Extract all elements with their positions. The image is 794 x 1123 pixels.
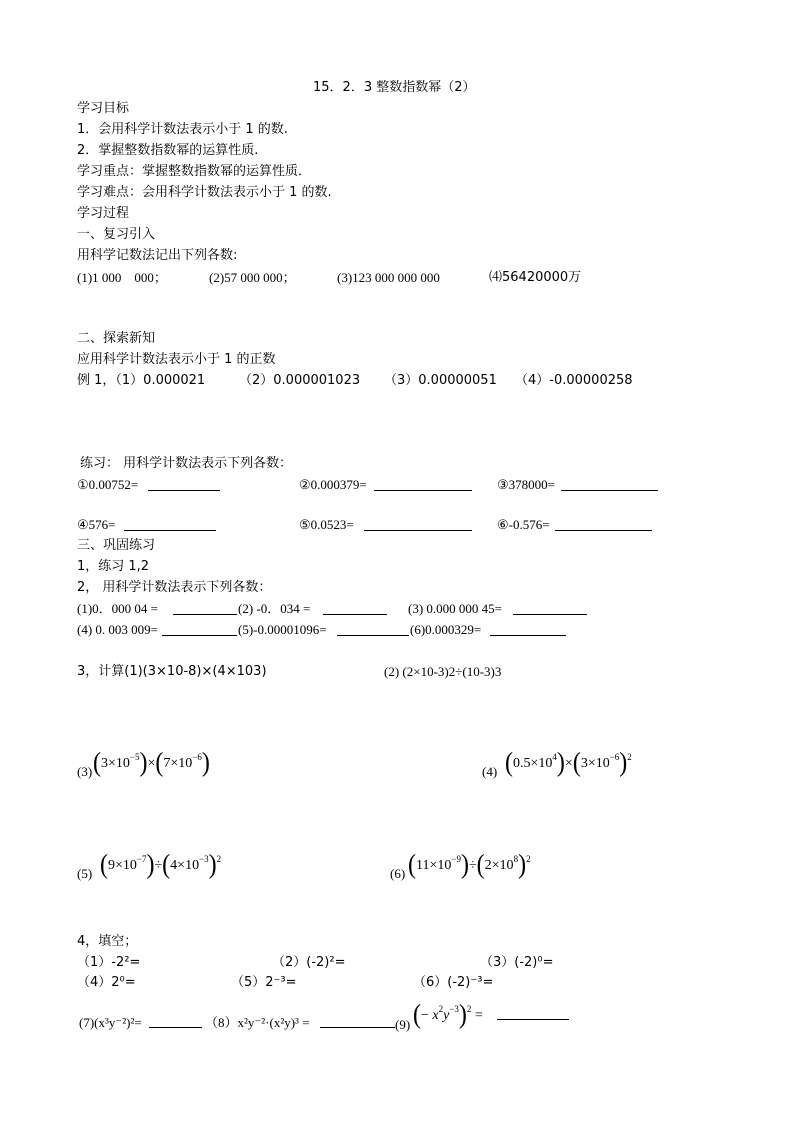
fill-item-1: （1）-2²= xyxy=(77,955,141,970)
q3-item-2: (2) (2×10-3)2÷(10-3)3 xyxy=(384,664,502,679)
explore-prompt: 应用科学计数法表示小于 1 的正数 xyxy=(77,352,276,367)
review-item-3: (3)123 000 000 000 xyxy=(337,270,440,285)
fill-item-6: （6）(-2)⁻³= xyxy=(413,975,494,990)
q2-item-3: (3) 0.000 000 45= xyxy=(408,601,502,616)
practice-prompt: 练习： 用科学计数法表示下列各数： xyxy=(80,456,293,471)
answer-blank[interactable] xyxy=(497,1019,569,1020)
answer-blank[interactable] xyxy=(364,530,472,531)
fill-item-4: （4）2⁰= xyxy=(77,975,136,990)
q3-expression-4: $(0.5\times 10^4)\times(3\times 10^{-6})^2$ xyxy=(505,747,632,778)
fill-item-9-label: (9) xyxy=(395,1017,411,1032)
q3-label-5: (5) xyxy=(77,866,93,881)
review-item-2: (2)57 000 000； xyxy=(209,270,296,285)
answer-blank[interactable] xyxy=(162,635,237,636)
q3-label-3: (3) xyxy=(77,764,93,779)
objective-1: 1．会用科学计数法表示小于 1 的数. xyxy=(77,122,288,137)
review-prompt: 用科学记数法记出下列各数: xyxy=(77,248,238,263)
q3-item-1: 3，计算(1)(3×10-8)×(4×103) xyxy=(77,664,267,679)
answer-blank[interactable] xyxy=(173,614,237,615)
answer-blank[interactable] xyxy=(337,635,409,636)
process-heading: 学习过程 xyxy=(77,206,130,221)
answer-blank[interactable] xyxy=(320,1027,395,1028)
q3-expression-6: $(11\times 10^{-9})\div(2\times 10^8)^2$ xyxy=(408,849,531,880)
answer-blank[interactable] xyxy=(555,530,652,531)
answer-blank[interactable] xyxy=(323,614,387,615)
answer-blank[interactable] xyxy=(148,490,220,491)
consolidate-q1: 1，练习 1,2 xyxy=(77,559,150,574)
practice-item-1: ①0.00752= xyxy=(77,477,139,492)
difficulty: 学习难点：会用科学计数法表示小于 1 的数. xyxy=(77,185,332,200)
fill-item-7: (7)(x³y⁻²)²= xyxy=(79,1015,142,1030)
answer-blank[interactable] xyxy=(374,490,472,491)
fill-item-3: （3）(-2)⁰= xyxy=(480,955,554,970)
fill-item-5: （5）2⁻³= xyxy=(231,975,297,990)
consolidate-q2-prompt: 2， 用科学计数法表示下列各数： xyxy=(77,580,272,595)
q3-label-4: (4) xyxy=(482,764,498,779)
objectives-heading: 学习目标 xyxy=(77,101,130,116)
page-title: 15．2．3 整数指数幂（2） xyxy=(313,80,476,95)
example-3: （3）0.00000051 xyxy=(384,373,497,388)
example-2: （2）0.000001023 xyxy=(239,373,361,388)
fill-item-8: （8）x²y⁻²·(x²y)³ = xyxy=(205,1015,310,1030)
example-4: （4）-0.00000258 xyxy=(515,373,633,388)
q3-label-6: (6) xyxy=(390,866,406,881)
objective-2: 2．掌握整数指数幂的运算性质. xyxy=(77,143,259,158)
practice-item-4: ④576= xyxy=(77,517,116,532)
practice-item-2: ②0.000379= xyxy=(299,477,367,492)
answer-blank[interactable] xyxy=(513,614,587,615)
q2-item-2: (2) -0．034 = xyxy=(238,601,311,616)
q3-expression-5: $(9\times 10^{-7})\div(4\times 10^{-3})^2$ xyxy=(100,849,222,880)
answer-blank[interactable] xyxy=(490,635,566,636)
explore-heading: 二、探索新知 xyxy=(77,331,156,346)
practice-item-5: ⑤0.0523= xyxy=(299,517,354,532)
consolidate-heading: 三、巩固练习 xyxy=(77,538,156,553)
answer-blank[interactable] xyxy=(149,1027,202,1028)
q2-item-4: (4) 0. 003 009= xyxy=(77,622,158,637)
example-1: 例 1，（1）0.000021 xyxy=(77,373,206,388)
key-point: 学习重点：掌握整数指数幂的运算性质． xyxy=(77,164,312,179)
q3-expression-3: $(3\times 10^{-5})\times(7\times 10^{-6})$ xyxy=(93,747,210,778)
answer-blank[interactable] xyxy=(124,530,216,531)
q2-item-5: (5)-0.00001096= xyxy=(238,622,327,637)
review-item-4: ⑷56420000万 xyxy=(489,270,582,285)
practice-item-3: ③378000= xyxy=(497,477,555,492)
review-item-1: (1)1 000 000； xyxy=(77,270,167,285)
fill-item-2: （2）(-2)²= xyxy=(272,955,346,970)
q2-item-6: (6)0.000329= xyxy=(410,622,482,637)
q2-item-1: (1)0．000 04 = xyxy=(77,601,158,616)
fill-expression-9: (− $x^2y^{-3})^2$ = xyxy=(413,999,483,1030)
practice-item-6: ⑥-0.576= xyxy=(497,517,550,532)
fill-heading: 4，填空； xyxy=(77,934,138,949)
review-heading: 一、复习引入 xyxy=(77,227,156,242)
answer-blank[interactable] xyxy=(561,490,658,491)
